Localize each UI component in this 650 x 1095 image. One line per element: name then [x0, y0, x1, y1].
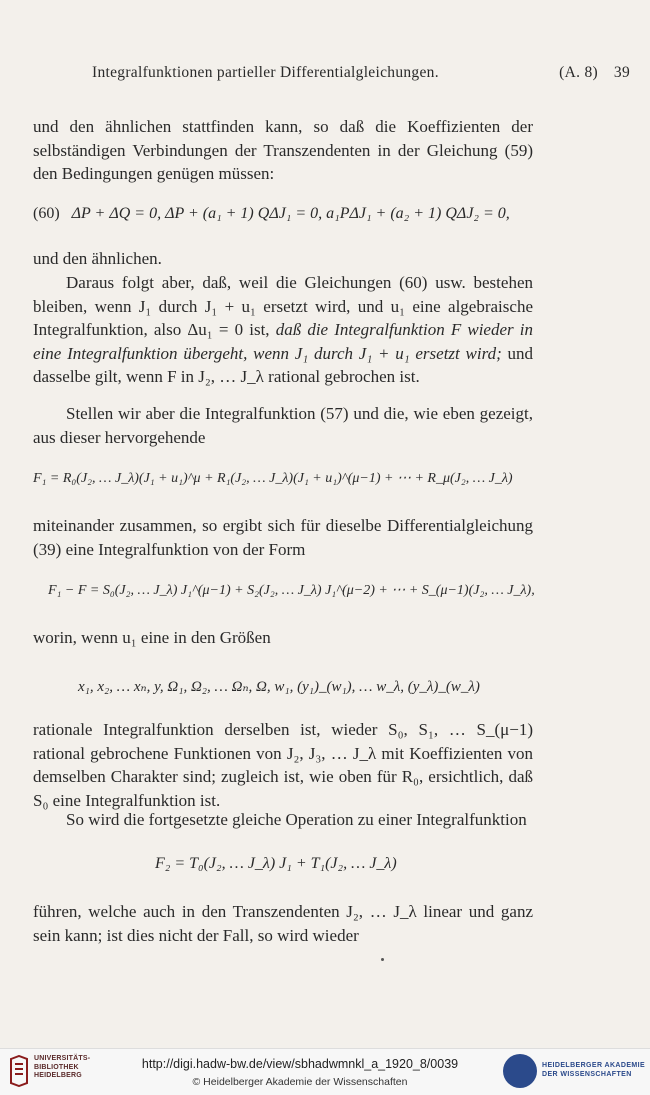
- paragraph-3: Daraus folgt aber, daß, weil die Gleichungen (60) usw. bestehen bleiben, wenn J₁ durch J₁ + u₁ ersetzt wird, und u₁ eine algebraische Integralfunktion, also Δu₁ = 0 ist, daß die Integralfunktion F wieder in eine Integralfunktion übergeht, wenn J₁ durch J₁ + u₁ ersetzt wird; und dasselbe gilt, wenn F in J₂, … J_λ rational gebrochen ist.: [33, 273, 533, 386]
- equation-60: [33, 205, 533, 223]
- equation-number: (60): [33, 205, 60, 222]
- equation-variables: x₁, x₂, … xₙ, y, Ω₁, Ω₂, … Ωₙ, Ω, w₁, (y₁)_(w₁), … w_λ, (y_λ)_(w_λ): [78, 679, 480, 695]
- library-name: UNIVERSITÄTS- BIBLIOTHEK HEIDELBERG: [34, 1055, 91, 1079]
- permalink-url[interactable]: http://digi.hadw-bw.de/view/sbhadwmnkl_a_1920_8/0039: [141, 1057, 459, 1071]
- paragraph-2: und den ähnlichen.: [33, 249, 162, 268]
- ink-spot: [381, 958, 384, 961]
- equation-F2: F₂ = T₀(J₂, … J_λ) J₁ + T₁(J₂, … J_λ): [155, 855, 397, 872]
- paragraph-9: führen, welche auch in den Transzendenten J₂, … J_λ linear und ganz sein kann; ist dies nicht der Fall, so wird wieder: [33, 902, 533, 945]
- academy-name: HEIDELBERGER AKADEMIE DER WISSENSCHAFTEN: [542, 1062, 646, 1078]
- running-header: [92, 64, 630, 82]
- equation-60-body: ΔP + ΔQ = 0, ΔP + (a₁ + 1) QΔJ₁ = 0, a₁PΔJ₁ + (a₂ + 1) QΔJ₂ = 0,: [71, 205, 510, 222]
- university-library-logo-icon: [8, 1055, 30, 1087]
- paragraph-1: und den ähnlichen stattfinden kann, so daß die Koeffizienten der selbständigen Verbindungen der Transzendenten in der Gleichung (59) den Bedingungen genügen müssen:: [33, 117, 533, 183]
- paragraph-5: miteinander zusammen, so ergibt sich für dieselbe Differentialgleichung (39) eine Integralfunktion von der Form: [33, 516, 533, 559]
- running-title: Integralfunktionen partieller Differentialgleichungen.: [92, 64, 439, 81]
- page-number: 39: [613, 64, 630, 81]
- academy-seal-icon: [503, 1054, 537, 1088]
- section-reference: (A. 8): [559, 64, 598, 81]
- paragraph-8: So wird die fortgesetzte gleiche Operation zu einer Integralfunktion: [66, 810, 527, 829]
- equation-F1: F₁ = R₀(J₂, … J_λ)(J₁ + u₁)^μ + R₁(J₂, … J_λ)(J₁ + u₁)^(μ−1) + ⋯ + R_μ(J₂, … J_λ): [33, 471, 513, 486]
- paragraph-7: rationale Integralfunktion derselben ist, wieder S₀, S₁, … S_(μ−1) rational gebrochene Funktionen von J₂, J₃, … J_λ mit Koeffizienten von demselben Charakter sind; zugleich ist, wie oben für R₀, ersichtlich, daß S₀ eine Integralfunktion ist.: [33, 720, 533, 810]
- equation-F1-minus-F: F₁ − F = S₀(J₂, … J_λ) J₁^(μ−1) + S₂(J₂, … J_λ) J₁^(μ−2) + ⋯ + S_(μ−1)(J₂, … J_λ),: [48, 583, 535, 598]
- paragraph-6: worin, wenn u₁ eine in den Größen: [33, 628, 271, 647]
- copyright-notice: © Heidelberger Akademie der Wissenschaften: [192, 1076, 408, 1088]
- paragraph-4: Stellen wir aber die Integralfunktion (57) und die, wie eben gezeigt, aus dieser hervorgehende: [33, 404, 533, 447]
- viewer-footer: [0, 1048, 650, 1095]
